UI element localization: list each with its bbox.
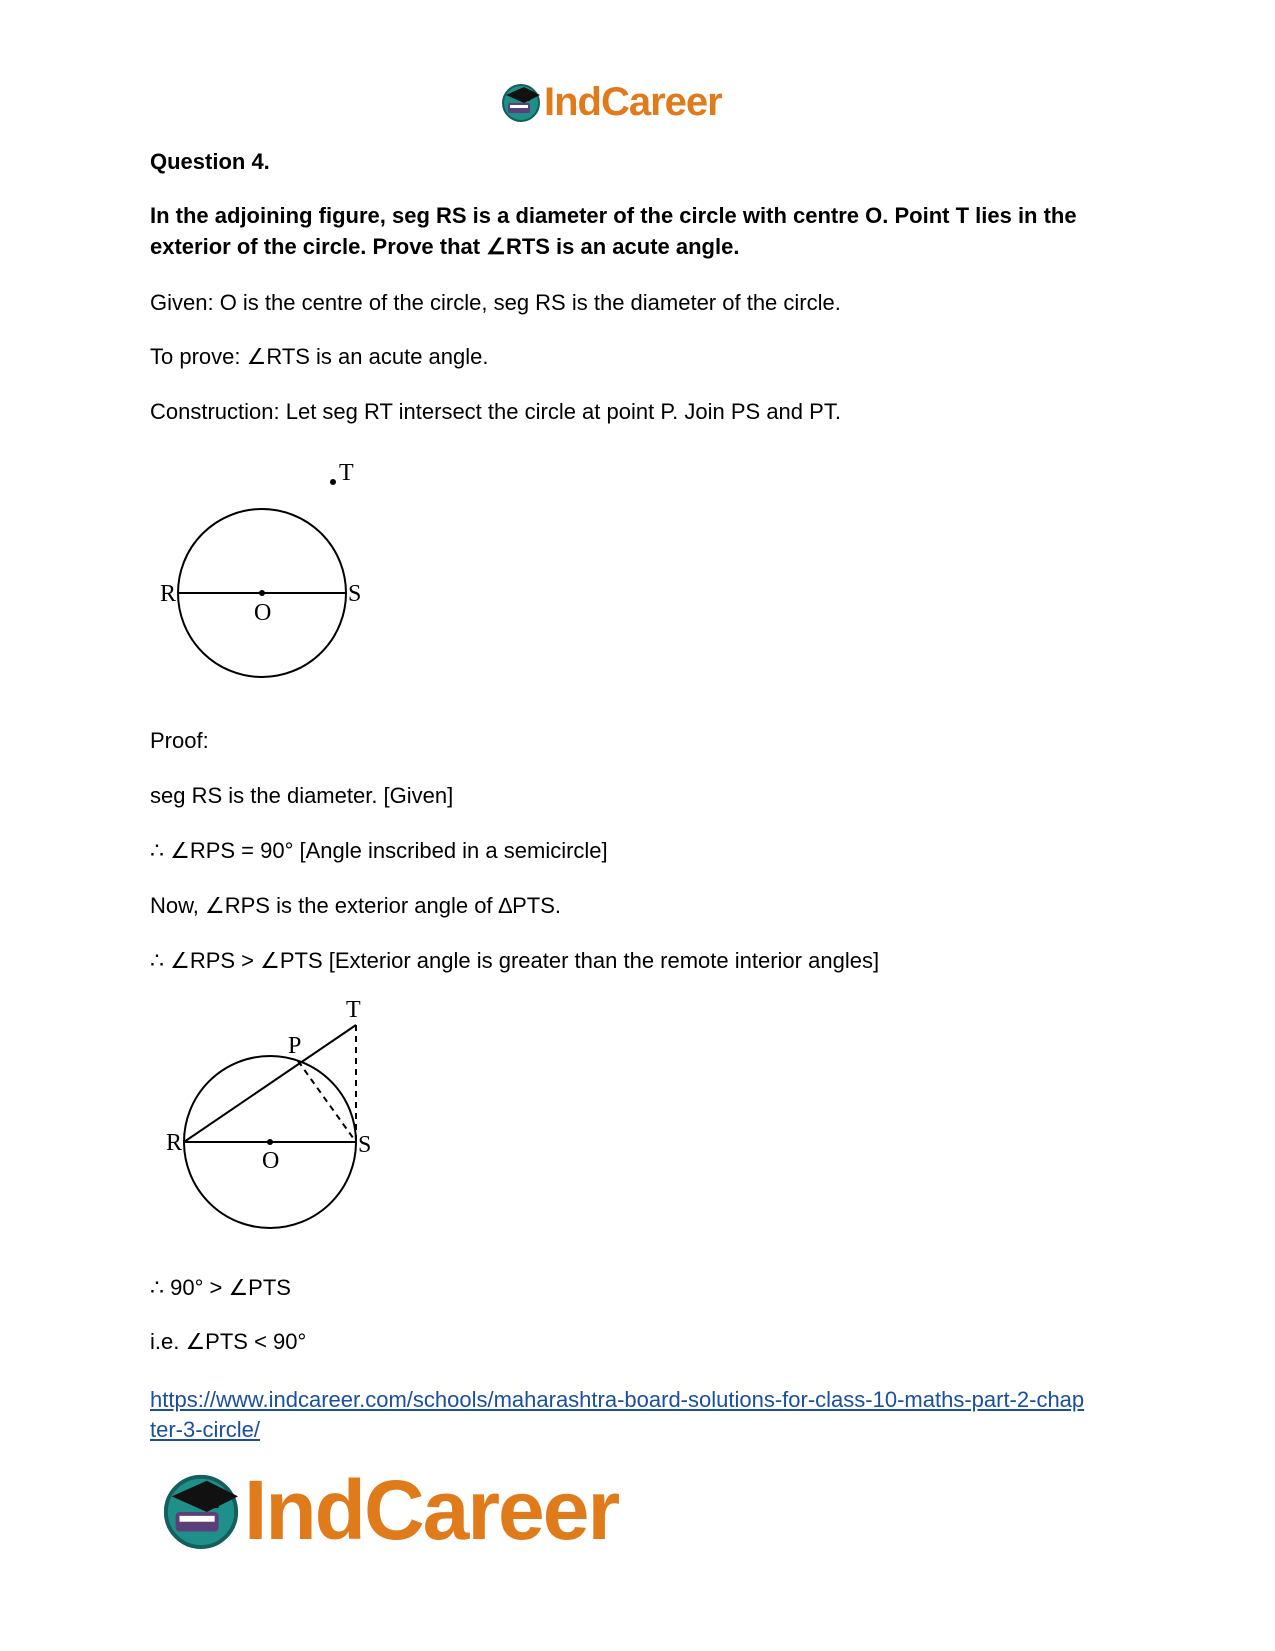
question-statement-line1: In the adjoining figure, seg RS is a diameter of the circle with centre O. Point T lies in the (150, 203, 1077, 228)
label-o: O (254, 600, 272, 626)
proof-line-2: ∴ ∠RPS = 90° [Angle inscribed in a semicircle] (150, 838, 608, 863)
construction-text: Construction: Let seg RT intersect the circle at point P. Join PS and PT. (150, 399, 841, 424)
conclusion-line-1: ∴ 90° > ∠PTS (150, 1275, 291, 1300)
label-r: R (160, 581, 177, 607)
header-brand: IndCareer (544, 79, 722, 124)
figure-construction (150, 995, 390, 1245)
seg-rt (184, 1025, 356, 1142)
graduation-cap-globe-icon (160, 1469, 242, 1551)
source-link-line2[interactable]: ter-3-circle/ (150, 1417, 261, 1442)
label-t: T (339, 460, 354, 486)
point-t (330, 479, 336, 485)
seg-ps (298, 1061, 356, 1142)
source-link-line1[interactable]: https://www.indcareer.com/schools/maharashtra-board-solutions-for-class-10-maths-part-2-chap (150, 1387, 1085, 1412)
label-t: T (346, 997, 361, 1023)
proof-line-3: Now, ∠RPS is the exterior angle of ∆PTS. (150, 893, 562, 918)
proof-line-4: ∴ ∠RPS > ∠PTS [Exterior angle is greater than the remote interior angles] (150, 948, 880, 973)
label-s: S (358, 1132, 372, 1158)
label-o: O (262, 1148, 280, 1174)
figure-circle-with-external-point (150, 450, 380, 690)
label-r: R (166, 1130, 183, 1156)
to-prove-text: To prove: ∠RTS is an acute angle. (150, 344, 489, 369)
question-statement-line2: exterior of the circle. Prove that ∠RTS is an acute angle. (150, 234, 740, 259)
label-s: S (348, 581, 362, 607)
graduation-cap-globe-icon (500, 81, 542, 123)
conclusion-line-2: i.e. ∠PTS < 90° (150, 1329, 307, 1354)
centre-point-o (267, 1139, 273, 1145)
proof-line-1: seg RS is the diameter. [Given] (150, 783, 454, 808)
footer-logo (160, 1462, 619, 1557)
header-logo (500, 80, 722, 124)
proof-heading: Proof: (150, 728, 209, 753)
footer-brand: IndCareer (244, 1462, 619, 1557)
question-title: Question 4. (150, 149, 270, 174)
given-text: Given: O is the centre of the circle, seg RS is the diameter of the circle. (150, 290, 841, 315)
label-p: P (288, 1033, 302, 1059)
centre-point-o (259, 590, 265, 596)
